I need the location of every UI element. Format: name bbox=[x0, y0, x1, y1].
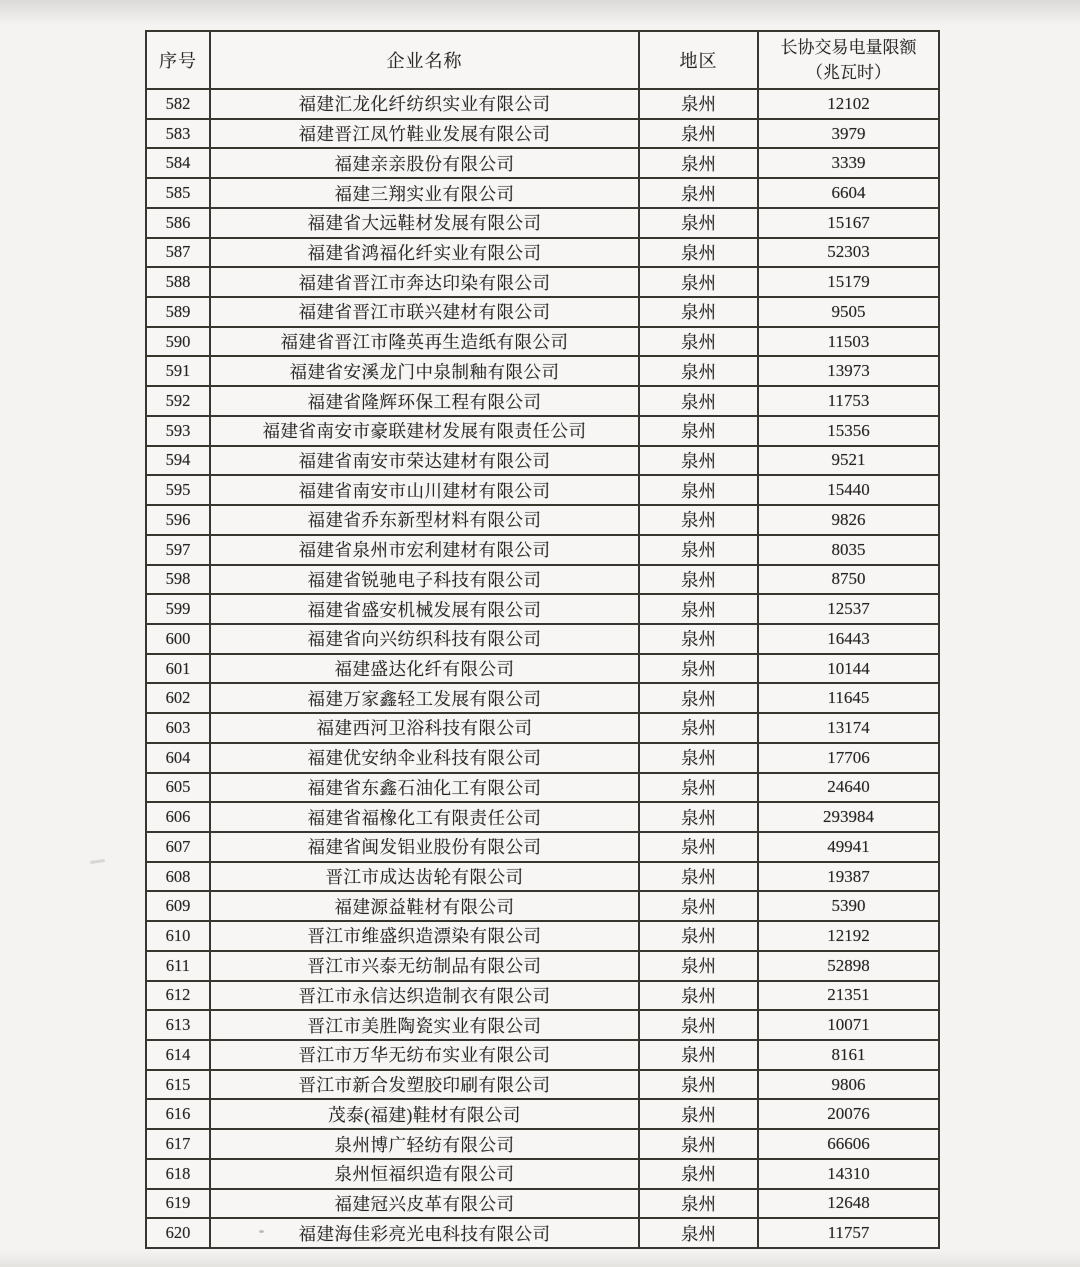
quota-limit-cell: 13973 bbox=[758, 356, 939, 386]
header-quota-limit-line2: （兆瓦时） bbox=[806, 63, 891, 82]
table-row bbox=[146, 1159, 939, 1189]
region-cell: 泉州 bbox=[639, 119, 758, 149]
serial-number-cell: 594 bbox=[146, 446, 210, 476]
table-row bbox=[146, 1218, 939, 1248]
serial-number-cell: 604 bbox=[146, 743, 210, 773]
quota-limit-cell: 10071 bbox=[758, 1010, 939, 1040]
company-name-cell: 福建省安溪龙门中泉制釉有限公司 bbox=[210, 356, 639, 386]
serial-number-cell: 615 bbox=[146, 1070, 210, 1100]
table-row bbox=[146, 683, 939, 713]
company-name-cell: 福建三翔实业有限公司 bbox=[210, 178, 639, 208]
quota-limit-cell: 8161 bbox=[758, 1040, 939, 1070]
company-name-cell: 福建海佳彩亮光电科技有限公司 bbox=[210, 1218, 639, 1248]
table-row bbox=[146, 475, 939, 505]
company-name-cell: 福建省锐驰电子科技有限公司 bbox=[210, 565, 639, 595]
quota-limit-cell: 5390 bbox=[758, 891, 939, 921]
quota-limit-cell: 15440 bbox=[758, 475, 939, 505]
header-company-name: 企业名称 bbox=[210, 31, 639, 89]
serial-number-cell: 592 bbox=[146, 386, 210, 416]
company-name-cell: 福建省隆辉环保工程有限公司 bbox=[210, 386, 639, 416]
serial-number-cell: 608 bbox=[146, 862, 210, 892]
quota-limit-cell: 12102 bbox=[758, 89, 939, 119]
region-cell: 泉州 bbox=[639, 327, 758, 357]
serial-number-cell: 614 bbox=[146, 1040, 210, 1070]
table-row bbox=[146, 594, 939, 624]
region-cell: 泉州 bbox=[639, 773, 758, 803]
region-cell: 泉州 bbox=[639, 565, 758, 595]
quota-limit-cell: 21351 bbox=[758, 981, 939, 1011]
quota-limit-cell: 9521 bbox=[758, 446, 939, 476]
serial-number-cell: 609 bbox=[146, 891, 210, 921]
region-cell: 泉州 bbox=[639, 1218, 758, 1248]
company-name-cell: 晋江市新合发塑胶印刷有限公司 bbox=[210, 1070, 639, 1100]
quota-limit-cell: 9806 bbox=[758, 1070, 939, 1100]
quota-limit-cell: 12192 bbox=[758, 921, 939, 951]
company-name-cell: 泉州博广轻纺有限公司 bbox=[210, 1129, 639, 1159]
region-cell: 泉州 bbox=[639, 535, 758, 565]
table-body bbox=[146, 89, 939, 1248]
enterprise-quota-table bbox=[145, 30, 940, 1249]
table-row bbox=[146, 208, 939, 238]
serial-number-cell: 586 bbox=[146, 208, 210, 238]
quota-limit-cell: 9826 bbox=[758, 505, 939, 535]
serial-number-cell: 613 bbox=[146, 1010, 210, 1040]
quota-limit-cell: 66606 bbox=[758, 1129, 939, 1159]
table-row bbox=[146, 624, 939, 654]
company-name-cell: 福建省晋江市隆英再生造纸有限公司 bbox=[210, 327, 639, 357]
region-cell: 泉州 bbox=[639, 802, 758, 832]
serial-number-cell: 611 bbox=[146, 951, 210, 981]
table-row bbox=[146, 862, 939, 892]
quota-limit-cell: 12648 bbox=[758, 1189, 939, 1219]
quota-limit-cell: 8035 bbox=[758, 535, 939, 565]
region-cell: 泉州 bbox=[639, 921, 758, 951]
region-cell: 泉州 bbox=[639, 594, 758, 624]
quota-limit-cell: 16443 bbox=[758, 624, 939, 654]
serial-number-cell: 601 bbox=[146, 654, 210, 684]
quota-limit-cell: 3339 bbox=[758, 148, 939, 178]
region-cell: 泉州 bbox=[639, 1070, 758, 1100]
region-cell: 泉州 bbox=[639, 386, 758, 416]
table-row bbox=[146, 981, 939, 1011]
serial-number-cell: 587 bbox=[146, 238, 210, 268]
quota-limit-cell: 24640 bbox=[758, 773, 939, 803]
region-cell: 泉州 bbox=[639, 148, 758, 178]
quota-limit-cell: 11757 bbox=[758, 1218, 939, 1248]
company-name-cell: 福建源益鞋材有限公司 bbox=[210, 891, 639, 921]
company-name-cell: 福建省东鑫石油化工有限公司 bbox=[210, 773, 639, 803]
table-row bbox=[146, 773, 939, 803]
quota-limit-cell: 15167 bbox=[758, 208, 939, 238]
company-name-cell: 福建西河卫浴科技有限公司 bbox=[210, 713, 639, 743]
company-name-cell: 福建省南安市豪联建材发展有限责任公司 bbox=[210, 416, 639, 446]
region-cell: 泉州 bbox=[639, 1189, 758, 1219]
table-row bbox=[146, 1010, 939, 1040]
quota-limit-cell: 15356 bbox=[758, 416, 939, 446]
region-cell: 泉州 bbox=[639, 951, 758, 981]
region-cell: 泉州 bbox=[639, 356, 758, 386]
region-cell: 泉州 bbox=[639, 1010, 758, 1040]
table-row bbox=[146, 951, 939, 981]
table-row bbox=[146, 89, 939, 119]
table-row bbox=[146, 416, 939, 446]
table-row bbox=[146, 446, 939, 476]
company-name-cell: 福建亲亲股份有限公司 bbox=[210, 148, 639, 178]
table-row bbox=[146, 743, 939, 773]
region-cell: 泉州 bbox=[639, 446, 758, 476]
table-row bbox=[146, 832, 939, 862]
company-name-cell: 福建优安纳伞业科技有限公司 bbox=[210, 743, 639, 773]
company-name-cell: 福建晋江凤竹鞋业发展有限公司 bbox=[210, 119, 639, 149]
quota-limit-cell: 14310 bbox=[758, 1159, 939, 1189]
serial-number-cell: 585 bbox=[146, 178, 210, 208]
quota-limit-cell: 10144 bbox=[758, 654, 939, 684]
serial-number-cell: 588 bbox=[146, 267, 210, 297]
company-name-cell: 晋江市成达齿轮有限公司 bbox=[210, 862, 639, 892]
quota-limit-cell: 11503 bbox=[758, 327, 939, 357]
company-name-cell: 晋江市兴泰无纺制品有限公司 bbox=[210, 951, 639, 981]
table-row bbox=[146, 267, 939, 297]
serial-number-cell: 595 bbox=[146, 475, 210, 505]
quota-limit-cell: 52303 bbox=[758, 238, 939, 268]
company-name-cell: 福建省晋江市联兴建材有限公司 bbox=[210, 297, 639, 327]
quota-limit-cell: 9505 bbox=[758, 297, 939, 327]
table-row bbox=[146, 327, 939, 357]
serial-number-cell: 599 bbox=[146, 594, 210, 624]
table-row bbox=[146, 1070, 939, 1100]
serial-number-cell: 597 bbox=[146, 535, 210, 565]
company-name-cell: 福建汇龙化纤纺织实业有限公司 bbox=[210, 89, 639, 119]
quota-limit-cell: 12537 bbox=[758, 594, 939, 624]
company-name-cell: 晋江市美胜陶瓷实业有限公司 bbox=[210, 1010, 639, 1040]
serial-number-cell: 600 bbox=[146, 624, 210, 654]
region-cell: 泉州 bbox=[639, 1099, 758, 1129]
region-cell: 泉州 bbox=[639, 178, 758, 208]
company-name-cell: 福建省闽发铝业股份有限公司 bbox=[210, 832, 639, 862]
serial-number-cell: 593 bbox=[146, 416, 210, 446]
serial-number-cell: 617 bbox=[146, 1129, 210, 1159]
scan-artifact-dash bbox=[90, 859, 105, 864]
table-row bbox=[146, 178, 939, 208]
region-cell: 泉州 bbox=[639, 475, 758, 505]
region-cell: 泉州 bbox=[639, 238, 758, 268]
table-row bbox=[146, 386, 939, 416]
company-name-cell: 福建省大远鞋材发展有限公司 bbox=[210, 208, 639, 238]
quota-limit-cell: 13174 bbox=[758, 713, 939, 743]
quota-limit-cell: 15179 bbox=[758, 267, 939, 297]
company-name-cell: 晋江市永信达织造制衣有限公司 bbox=[210, 981, 639, 1011]
header-serial-number: 序号 bbox=[146, 31, 210, 89]
header-quota-limit bbox=[758, 31, 939, 89]
company-name-cell: 福建万家鑫轻工发展有限公司 bbox=[210, 683, 639, 713]
table-row bbox=[146, 238, 939, 268]
quota-limit-cell: 6604 bbox=[758, 178, 939, 208]
scan-artifact-dot bbox=[259, 1230, 264, 1233]
company-name-cell: 福建省向兴纺织科技有限公司 bbox=[210, 624, 639, 654]
table-row bbox=[146, 1099, 939, 1129]
quota-limit-cell: 11753 bbox=[758, 386, 939, 416]
company-name-cell: 福建省南安市荣达建材有限公司 bbox=[210, 446, 639, 476]
quota-limit-cell: 8750 bbox=[758, 565, 939, 595]
region-cell: 泉州 bbox=[639, 297, 758, 327]
company-name-cell: 福建省晋江市奔达印染有限公司 bbox=[210, 267, 639, 297]
company-name-cell: 福建省盛安机械发展有限公司 bbox=[210, 594, 639, 624]
region-cell: 泉州 bbox=[639, 683, 758, 713]
table-row bbox=[146, 565, 939, 595]
region-cell: 泉州 bbox=[639, 832, 758, 862]
serial-number-cell: 603 bbox=[146, 713, 210, 743]
region-cell: 泉州 bbox=[639, 208, 758, 238]
company-name-cell: 福建省乔东新型材料有限公司 bbox=[210, 505, 639, 535]
region-cell: 泉州 bbox=[639, 624, 758, 654]
table-row bbox=[146, 119, 939, 149]
table-row bbox=[146, 356, 939, 386]
serial-number-cell: 584 bbox=[146, 148, 210, 178]
company-name-cell: 泉州恒福织造有限公司 bbox=[210, 1159, 639, 1189]
table-row bbox=[146, 1189, 939, 1219]
quota-limit-cell: 52898 bbox=[758, 951, 939, 981]
serial-number-cell: 616 bbox=[146, 1099, 210, 1129]
quota-limit-cell: 3979 bbox=[758, 119, 939, 149]
serial-number-cell: 620 bbox=[146, 1218, 210, 1248]
table-row bbox=[146, 1129, 939, 1159]
company-name-cell: 茂泰(福建)鞋材有限公司 bbox=[210, 1099, 639, 1129]
company-name-cell: 晋江市维盛织造漂染有限公司 bbox=[210, 921, 639, 951]
table-row bbox=[146, 1040, 939, 1070]
quota-limit-cell: 293984 bbox=[758, 802, 939, 832]
serial-number-cell: 610 bbox=[146, 921, 210, 951]
company-name-cell: 晋江市万华无纺布实业有限公司 bbox=[210, 1040, 639, 1070]
serial-number-cell: 598 bbox=[146, 565, 210, 595]
region-cell: 泉州 bbox=[639, 1129, 758, 1159]
quota-limit-cell: 49941 bbox=[758, 832, 939, 862]
region-cell: 泉州 bbox=[639, 654, 758, 684]
serial-number-cell: 590 bbox=[146, 327, 210, 357]
region-cell: 泉州 bbox=[639, 505, 758, 535]
table-row bbox=[146, 148, 939, 178]
region-cell: 泉州 bbox=[639, 713, 758, 743]
serial-number-cell: 618 bbox=[146, 1159, 210, 1189]
table-row bbox=[146, 654, 939, 684]
company-name-cell: 福建盛达化纤有限公司 bbox=[210, 654, 639, 684]
quota-limit-cell: 19387 bbox=[758, 862, 939, 892]
serial-number-cell: 607 bbox=[146, 832, 210, 862]
region-cell: 泉州 bbox=[639, 267, 758, 297]
serial-number-cell: 589 bbox=[146, 297, 210, 327]
company-name-cell: 福建省福橡化工有限责任公司 bbox=[210, 802, 639, 832]
header-quota-limit-line1: 长协交易电量限额 bbox=[780, 37, 917, 57]
company-name-cell: 福建省鸿福化纤实业有限公司 bbox=[210, 238, 639, 268]
quota-limit-cell: 20076 bbox=[758, 1099, 939, 1129]
region-cell: 泉州 bbox=[639, 416, 758, 446]
region-cell: 泉州 bbox=[639, 1040, 758, 1070]
header-row bbox=[146, 31, 939, 89]
company-name-cell: 福建冠兴皮革有限公司 bbox=[210, 1189, 639, 1219]
serial-number-cell: 583 bbox=[146, 119, 210, 149]
region-cell: 泉州 bbox=[639, 743, 758, 773]
table-row bbox=[146, 505, 939, 535]
table-row bbox=[146, 891, 939, 921]
serial-number-cell: 619 bbox=[146, 1189, 210, 1219]
table-row bbox=[146, 297, 939, 327]
region-cell: 泉州 bbox=[639, 981, 758, 1011]
serial-number-cell: 612 bbox=[146, 981, 210, 1011]
serial-number-cell: 596 bbox=[146, 505, 210, 535]
region-cell: 泉州 bbox=[639, 89, 758, 119]
quota-limit-cell: 11645 bbox=[758, 683, 939, 713]
header-region: 地区 bbox=[639, 31, 758, 89]
serial-number-cell: 602 bbox=[146, 683, 210, 713]
table-header bbox=[146, 31, 939, 89]
table-row bbox=[146, 802, 939, 832]
table-row bbox=[146, 713, 939, 743]
serial-number-cell: 582 bbox=[146, 89, 210, 119]
table-row bbox=[146, 535, 939, 565]
serial-number-cell: 591 bbox=[146, 356, 210, 386]
table-row bbox=[146, 921, 939, 951]
region-cell: 泉州 bbox=[639, 891, 758, 921]
serial-number-cell: 606 bbox=[146, 802, 210, 832]
company-name-cell: 福建省南安市山川建材有限公司 bbox=[210, 475, 639, 505]
quota-limit-cell: 17706 bbox=[758, 743, 939, 773]
region-cell: 泉州 bbox=[639, 1159, 758, 1189]
serial-number-cell: 605 bbox=[146, 773, 210, 803]
region-cell: 泉州 bbox=[639, 862, 758, 892]
company-name-cell: 福建省泉州市宏利建材有限公司 bbox=[210, 535, 639, 565]
